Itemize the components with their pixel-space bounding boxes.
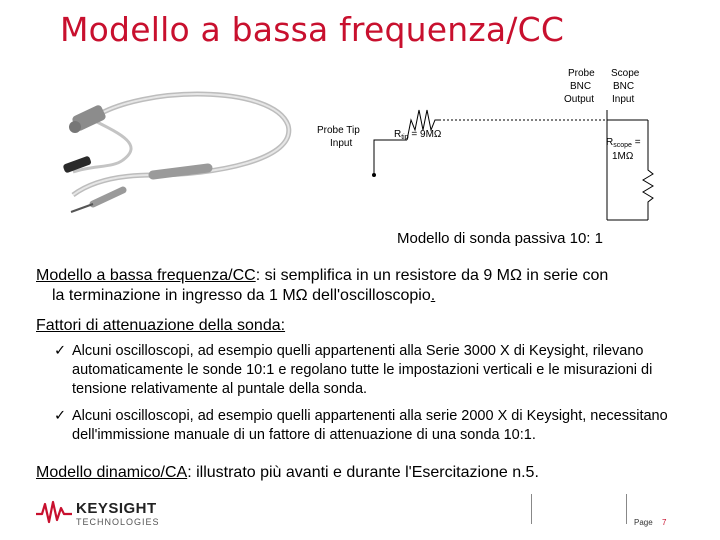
probe-bnc-label-1: Probe xyxy=(568,68,595,79)
dynamic-model-paragraph xyxy=(36,463,539,483)
page-title: Modello a bassa frequenza/CC xyxy=(60,10,565,49)
keysight-logo xyxy=(36,498,160,531)
low-frequency-text-2: la terminazione in ingresso da 1 MΩ dell'oscilloscopio xyxy=(52,287,431,304)
r-scope-value: 1MΩ xyxy=(612,151,634,162)
schematic-caption: Modello di sonda passiva 10: 1 xyxy=(397,230,603,247)
probe-schematic xyxy=(312,60,672,230)
scope-bnc-label-2: BNC xyxy=(613,81,635,92)
probe-tip-label-1: Probe Tip xyxy=(317,125,360,136)
r-scope-label: $R_{scope}$ = xyxy=(606,137,641,149)
low-frequency-paragraph: Modello a bassa frequenza/CC: si semplifica in un resistore da 9 MΩ in serie con la terminazione in ingresso da 1 MΩ dell'oscilloscopio. xyxy=(36,267,609,304)
bullet-item xyxy=(54,407,684,445)
probe-tip-label-2: Input xyxy=(330,138,353,149)
probe-photo xyxy=(33,80,298,220)
check-icon: ✓ xyxy=(54,408,67,424)
dynamic-model-text: : illustrato più avanti e durante l'Esercitazione n.5. xyxy=(187,464,539,481)
page-label: Page xyxy=(634,518,653,527)
low-frequency-term: Modello a bassa frequenza/CC xyxy=(36,267,256,284)
bullet-item xyxy=(54,342,684,399)
probe-bnc-label-2: BNC xyxy=(570,81,592,92)
attenuation-heading: Fattori di attenuazione della sonda: xyxy=(36,317,286,334)
page-number: 7 xyxy=(662,518,667,527)
keysight-wave-icon xyxy=(36,498,72,526)
low-frequency-text: : si semplifica in un resistore da 9 MΩ in serie con xyxy=(255,267,609,284)
bullet-text: Alcuni oscilloscopi, ad esempio quelli appartenenti alla serie 2000 X di Keysight, necessitano dell'immissione manuale di un fattore di attenuazione di una sonda 10:1. xyxy=(72,408,668,443)
check-icon: ✓ xyxy=(54,343,67,359)
probe-bnc-label-3: Output xyxy=(564,94,595,105)
scope-bnc-label-1: Scope xyxy=(611,68,640,79)
footer-divider xyxy=(531,494,532,524)
dynamic-model-term: Modello dinamico/CA xyxy=(36,464,188,481)
footer-divider xyxy=(626,494,627,524)
bullet-text: Alcuni oscilloscopi, ad esempio quelli appartenenti alla Serie 3000 X di Keysight, rilevano automaticamente le sonde 10:1 e regolano tutte le impostazioni verticali e le misurazioni di tensione relativamente al puntale della sonda. xyxy=(72,343,653,397)
scope-bnc-label-3: Input xyxy=(612,94,635,105)
r-tip-label: $R_{tip} = 9M\Omega$ xyxy=(394,129,442,141)
tip-wire xyxy=(374,140,407,175)
scope-resistor xyxy=(643,120,653,220)
logo-sub: TECHNOLOGIES xyxy=(76,517,160,527)
logo-name: KEYSIGHT xyxy=(76,500,157,517)
